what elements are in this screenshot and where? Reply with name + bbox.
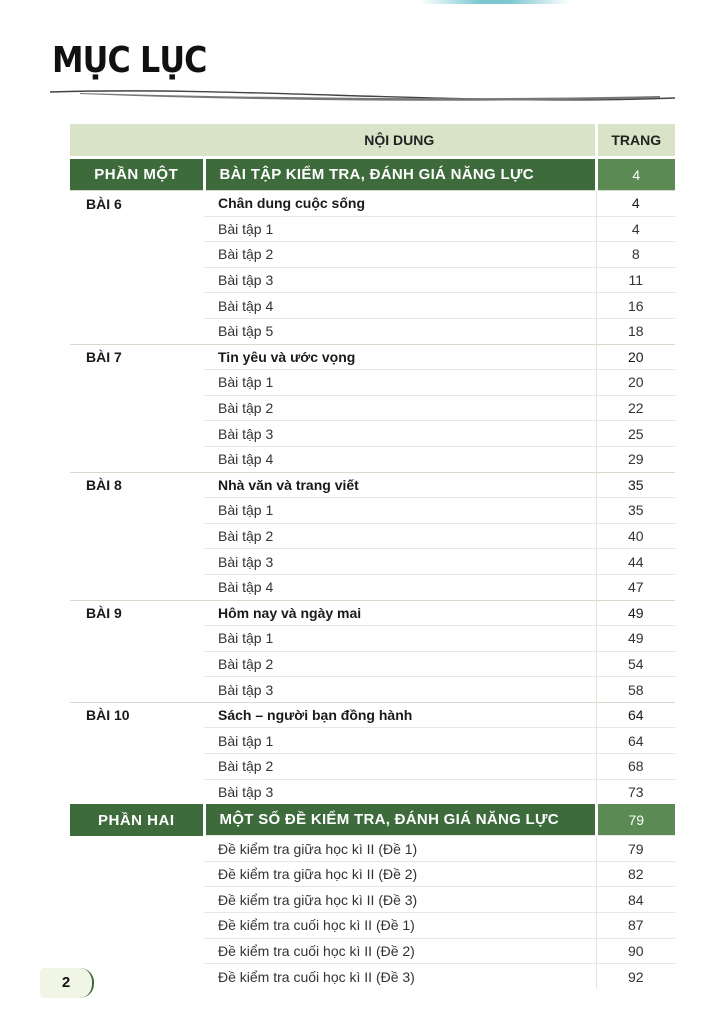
toc-item-row bbox=[70, 728, 675, 754]
lesson-label: BÀI 8 bbox=[70, 472, 204, 498]
toc-item-row bbox=[70, 651, 675, 677]
item-page: 44 bbox=[596, 549, 675, 575]
item-page: 90 bbox=[596, 938, 675, 964]
lesson-page: 4 bbox=[596, 191, 675, 217]
lesson-page: 35 bbox=[596, 472, 675, 498]
lesson-page: 64 bbox=[596, 702, 675, 728]
item-page: 20 bbox=[596, 370, 675, 396]
item-title: Bài tập 3 bbox=[204, 779, 596, 804]
item-title: Bài tập 1 bbox=[204, 216, 596, 242]
item-spacer bbox=[70, 216, 204, 242]
item-spacer bbox=[70, 370, 204, 396]
item-spacer bbox=[70, 523, 204, 549]
toc-item-row bbox=[70, 395, 675, 421]
lesson-title: Chân dung cuộc sống bbox=[204, 191, 596, 217]
lesson-label: BÀI 6 bbox=[70, 191, 204, 217]
title-underline-swoosh bbox=[40, 76, 680, 106]
part-row bbox=[70, 158, 675, 191]
item-title: Bài tập 4 bbox=[204, 446, 596, 472]
toc-item-row bbox=[70, 964, 675, 989]
item-page: 82 bbox=[596, 861, 675, 887]
toc-item-row bbox=[70, 754, 675, 780]
table-of-contents bbox=[70, 124, 675, 989]
part-page: 4 bbox=[596, 158, 675, 191]
item-spacer bbox=[70, 754, 204, 780]
item-page: 25 bbox=[596, 421, 675, 447]
item-title: Bài tập 1 bbox=[204, 498, 596, 524]
item-title: Bài tập 3 bbox=[204, 267, 596, 293]
item-spacer bbox=[70, 549, 204, 575]
item-spacer bbox=[70, 242, 204, 268]
toc-item-row bbox=[70, 293, 675, 319]
item-page: 16 bbox=[596, 293, 675, 319]
item-title: Bài tập 3 bbox=[204, 421, 596, 447]
part-title: MỘT SỐ ĐỀ KIỂM TRA, ĐÁNH GIÁ NĂNG LỰC bbox=[204, 804, 596, 836]
toc-item-row bbox=[70, 267, 675, 293]
item-spacer bbox=[70, 861, 204, 887]
lesson-label: BÀI 7 bbox=[70, 344, 204, 370]
item-page: 92 bbox=[596, 964, 675, 989]
toc-item-row bbox=[70, 370, 675, 396]
lesson-row bbox=[70, 702, 675, 728]
header-spacer bbox=[70, 124, 204, 158]
lesson-row bbox=[70, 472, 675, 498]
toc-item-row bbox=[70, 242, 675, 268]
toc-item-row bbox=[70, 836, 675, 862]
toc-item-row bbox=[70, 421, 675, 447]
item-page: 47 bbox=[596, 574, 675, 600]
item-spacer bbox=[70, 318, 204, 344]
item-title: Đề kiểm tra cuối học kì II (Đề 1) bbox=[204, 913, 596, 939]
toc-item-row bbox=[70, 498, 675, 524]
toc-item-row bbox=[70, 574, 675, 600]
top-accent-bar bbox=[420, 0, 570, 4]
part-row bbox=[70, 804, 675, 836]
item-title: Bài tập 2 bbox=[204, 242, 596, 268]
page-number: 2 bbox=[40, 968, 94, 998]
item-spacer bbox=[70, 293, 204, 319]
lesson-label: BÀI 10 bbox=[70, 702, 204, 728]
item-title: Bài tập 1 bbox=[204, 626, 596, 652]
lesson-title: Nhà văn và trang viết bbox=[204, 472, 596, 498]
item-page: 68 bbox=[596, 754, 675, 780]
item-spacer bbox=[70, 421, 204, 447]
item-page: 64 bbox=[596, 728, 675, 754]
item-title: Đề kiểm tra giữa học kì II (Đề 3) bbox=[204, 887, 596, 913]
part-label: PHẦN HAI bbox=[70, 804, 204, 836]
toc-body bbox=[70, 158, 675, 989]
item-page: 35 bbox=[596, 498, 675, 524]
item-page: 40 bbox=[596, 523, 675, 549]
item-title: Bài tập 3 bbox=[204, 549, 596, 575]
toc-item-row bbox=[70, 887, 675, 913]
lesson-row bbox=[70, 344, 675, 370]
part-title: BÀI TẬP KIỂM TRA, ĐÁNH GIÁ NĂNG LỰC bbox=[204, 158, 596, 191]
item-page: 54 bbox=[596, 651, 675, 677]
item-spacer bbox=[70, 626, 204, 652]
item-title: Đề kiểm tra cuối học kì II (Đề 2) bbox=[204, 938, 596, 964]
lesson-title: Tin yêu và ước vọng bbox=[204, 344, 596, 370]
toc-item-row bbox=[70, 913, 675, 939]
item-spacer bbox=[70, 913, 204, 939]
item-title: Bài tập 2 bbox=[204, 651, 596, 677]
item-title: Bài tập 4 bbox=[204, 574, 596, 600]
item-title: Bài tập 5 bbox=[204, 318, 596, 344]
toc-item-row bbox=[70, 677, 675, 703]
item-page: 11 bbox=[596, 267, 675, 293]
item-spacer bbox=[70, 779, 204, 804]
toc-item-row bbox=[70, 446, 675, 472]
lesson-page: 20 bbox=[596, 344, 675, 370]
item-spacer bbox=[70, 498, 204, 524]
item-page: 22 bbox=[596, 395, 675, 421]
item-page: 18 bbox=[596, 318, 675, 344]
item-title: Bài tập 1 bbox=[204, 728, 596, 754]
toc-item-row bbox=[70, 216, 675, 242]
lesson-row bbox=[70, 191, 675, 217]
item-spacer bbox=[70, 651, 204, 677]
lesson-title: Sách – người bạn đồng hành bbox=[204, 702, 596, 728]
item-title: Bài tập 2 bbox=[204, 395, 596, 421]
header-page: TRANG bbox=[596, 124, 675, 158]
toc-item-row bbox=[70, 523, 675, 549]
lesson-title: Hôm nay và ngày mai bbox=[204, 600, 596, 626]
item-title: Bài tập 2 bbox=[204, 754, 596, 780]
item-title: Bài tập 3 bbox=[204, 677, 596, 703]
item-spacer bbox=[70, 267, 204, 293]
toc-item-row bbox=[70, 938, 675, 964]
item-title: Đề kiểm tra giữa học kì II (Đề 2) bbox=[204, 861, 596, 887]
item-page: 49 bbox=[596, 626, 675, 652]
toc-item-row bbox=[70, 626, 675, 652]
item-spacer bbox=[70, 574, 204, 600]
item-page: 29 bbox=[596, 446, 675, 472]
toc-item-row bbox=[70, 861, 675, 887]
toc-item-row bbox=[70, 549, 675, 575]
page-title: MỤC LỤC bbox=[52, 40, 207, 81]
item-title: Đề kiểm tra giữa học kì II (Đề 1) bbox=[204, 836, 596, 862]
item-page: 79 bbox=[596, 836, 675, 862]
item-page: 58 bbox=[596, 677, 675, 703]
item-page: 84 bbox=[596, 887, 675, 913]
item-spacer bbox=[70, 446, 204, 472]
item-spacer bbox=[70, 887, 204, 913]
toc-header-row bbox=[70, 124, 675, 158]
part-label: PHẦN MỘT bbox=[70, 158, 204, 191]
lesson-page: 49 bbox=[596, 600, 675, 626]
item-page: 87 bbox=[596, 913, 675, 939]
lesson-row bbox=[70, 600, 675, 626]
item-page: 4 bbox=[596, 216, 675, 242]
item-title: Bài tập 1 bbox=[204, 370, 596, 396]
header-content: NỘI DUNG bbox=[204, 124, 596, 158]
item-spacer bbox=[70, 836, 204, 862]
toc-item-row bbox=[70, 779, 675, 804]
item-page: 8 bbox=[596, 242, 675, 268]
item-spacer bbox=[70, 728, 204, 754]
part-page: 79 bbox=[596, 804, 675, 836]
lesson-label: BÀI 9 bbox=[70, 600, 204, 626]
item-spacer bbox=[70, 677, 204, 703]
item-title: Đề kiểm tra cuối học kì II (Đề 3) bbox=[204, 964, 596, 989]
item-page: 73 bbox=[596, 779, 675, 804]
item-spacer bbox=[70, 395, 204, 421]
item-title: Bài tập 4 bbox=[204, 293, 596, 319]
item-title: Bài tập 2 bbox=[204, 523, 596, 549]
toc-item-row bbox=[70, 318, 675, 344]
item-spacer bbox=[70, 938, 204, 964]
